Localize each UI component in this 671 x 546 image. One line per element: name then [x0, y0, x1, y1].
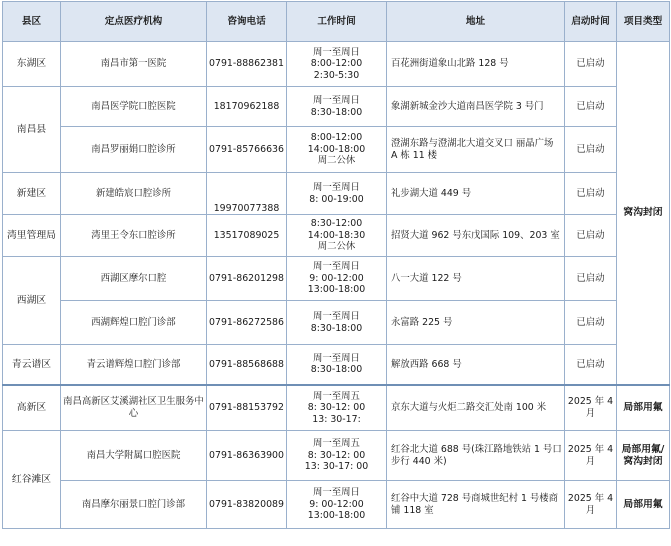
address-cell: 礼步湖大道 449 号 [387, 173, 565, 215]
type-cell: 窝沟封闭 [617, 42, 670, 385]
hours-line: 周一至周日 [313, 46, 360, 58]
address-cell: 永富路 225 号 [387, 301, 565, 345]
header-type: 项目类型 [617, 2, 670, 42]
hours-line: 8:00-12:00 [310, 58, 363, 70]
hours-line: 13:00-18:00 [307, 284, 366, 296]
table-row [3, 42, 670, 87]
district-cell: 西湖区 [3, 257, 61, 345]
hours-cell [287, 127, 387, 173]
start-cell: 已启动 [565, 42, 617, 87]
start-cell: 2025 年 4 月 [565, 431, 617, 481]
district-cell: 东湖区 [3, 42, 61, 87]
phone-cell: 19970077388 [207, 173, 287, 215]
table-row [3, 345, 670, 385]
table-row [3, 385, 670, 431]
phone-cell: 0791-85766636 [207, 127, 287, 173]
institution-cell: 南昌罗丽娟口腔诊所 [61, 127, 207, 173]
hours-line: 周一至周日 [313, 352, 360, 364]
header-hours: 工作时间 [287, 2, 387, 42]
start-cell: 已启动 [565, 257, 617, 301]
address-cell: 象湖新城金沙大道南昌医学院 3 号门 [387, 87, 565, 127]
address-cell: 京东大道与火炬二路交汇处南 100 米 [387, 385, 565, 431]
table-row [3, 215, 670, 257]
start-cell: 2025 年 4 月 [565, 481, 617, 529]
institution-cell: 西湖区摩尔口腔 [61, 257, 207, 301]
start-cell: 已启动 [565, 127, 617, 173]
address-cell: 招贤大道 962 号东戊国际 109、203 室 [387, 215, 565, 257]
hours-cell [287, 301, 387, 345]
hours-cell [287, 87, 387, 127]
hours-line: 14:00-18:00 [307, 143, 366, 155]
hours-cell [287, 215, 387, 257]
hours-line: 周一至周日 [313, 487, 360, 499]
hours-cell [287, 42, 387, 87]
district-cell: 新建区 [3, 173, 61, 215]
hours-line: 9: 00-12:00 [309, 498, 364, 510]
institution-cell: 西湖辉煌口腔门诊部 [61, 301, 207, 345]
type-cell: 局部用氟 [617, 481, 670, 529]
institution-cell: 湾里王令东口腔诊所 [61, 215, 207, 257]
start-cell: 已启动 [565, 345, 617, 385]
hours-line: 8: 00-19:00 [309, 193, 364, 205]
table-row [3, 87, 670, 127]
phone-cell: 0791-83820089 [207, 481, 287, 529]
phone-cell: 0791-88862381 [207, 42, 287, 87]
institution-cell: 南昌医学院口腔医院 [61, 87, 207, 127]
district-cell: 湾里管理局 [3, 215, 61, 257]
hours-cell [287, 481, 387, 529]
address-cell: 解放西路 668 号 [387, 345, 565, 385]
header-row [3, 2, 670, 42]
start-cell: 已启动 [565, 215, 617, 257]
table-row [3, 301, 670, 345]
phone-cell: 0791-86363900 [207, 431, 287, 481]
hours-line: 周一至周五 [313, 438, 360, 450]
district-cell: 南昌县 [3, 87, 61, 173]
hours-line: 8:00-12:00 [310, 132, 363, 144]
phone-cell: 0791-88568688 [207, 345, 287, 385]
institution-cell: 南昌摩尔丽景口腔门诊部 [61, 481, 207, 529]
hours-line: 周一至周五 [313, 390, 360, 402]
type-cell: 局部用氟/窝沟封闭 [617, 431, 670, 481]
hours-line: 周一至周日 [313, 182, 360, 193]
hours-line: 周一至周日 [313, 261, 360, 273]
address-cell: 百花洲街道象山北路 128 号 [387, 42, 565, 87]
address-cell: 澄湖东路与澄湖北大道交叉口 丽晶广场 A 栋 11 楼 [387, 127, 565, 173]
hours-cell [287, 345, 387, 385]
address-cell: 红谷中大道 728 号商城世纪村 1 号楼商铺 118 室 [387, 481, 565, 529]
institution-cell: 南昌大学附属口腔医院 [61, 431, 207, 481]
phone-cell: 0791-86201298 [207, 257, 287, 301]
hours-line: 8:30-12:00 [310, 218, 363, 230]
district-cell: 青云谱区 [3, 345, 61, 385]
table-row [3, 173, 670, 215]
table-row [3, 481, 670, 529]
hours-line: 周二公休 [317, 155, 356, 167]
hours-line: 8:30-18:00 [310, 106, 363, 118]
address-cell: 红谷北大道 688 号(珠江路地铁站 1 号口步行 440 米) [387, 431, 565, 481]
hours-cell [287, 173, 387, 215]
header-start: 启动时间 [565, 2, 617, 42]
type-cell: 局部用氟 [617, 385, 670, 431]
institution-cell: 南昌高新区艾溪湖社区卫生服务中心 [61, 385, 207, 431]
hours-line: 13: 30-17: 00 [304, 461, 369, 473]
phone-cell: 13517089025 [207, 215, 287, 257]
institution-cell: 南昌市第一医院 [61, 42, 207, 87]
clinic-table [2, 1, 670, 529]
table-row [3, 257, 670, 301]
hours-line: 8:30-18:00 [310, 322, 363, 334]
header-institution: 定点医疗机构 [61, 2, 207, 42]
table-row [3, 431, 670, 481]
start-cell: 2025 年 4 月 [565, 385, 617, 431]
start-cell: 已启动 [565, 173, 617, 215]
start-cell: 已启动 [565, 87, 617, 127]
header-phone: 咨询电话 [207, 2, 287, 42]
hours-line: 13:00-18:00 [307, 510, 366, 522]
hours-line: 9: 00-12:00 [309, 272, 364, 284]
header-district: 县区 [3, 2, 61, 42]
table-row [3, 127, 670, 173]
hours-line: 2:30-5:30 [313, 69, 360, 81]
hours-line: 周二公休 [317, 241, 356, 253]
hours-cell [287, 257, 387, 301]
header-address: 地址 [387, 2, 565, 42]
hours-line: 8:30-18:00 [310, 364, 363, 376]
start-cell: 已启动 [565, 301, 617, 345]
hours-line: 周一至周日 [313, 311, 360, 322]
phone-cell: 18170962188 [207, 87, 287, 127]
hours-line: 14:00-18:30 [307, 229, 366, 241]
phone-cell: 0791-86272586 [207, 301, 287, 345]
hours-line: 13: 30-17: [312, 413, 361, 425]
hours-line: 8: 30-12: 00 [307, 402, 366, 413]
hours-cell [287, 385, 387, 431]
phone-cell: 0791-88153792 [207, 385, 287, 431]
address-cell: 八一大道 122 号 [387, 257, 565, 301]
hours-cell [287, 431, 387, 481]
district-cell: 高新区 [3, 385, 61, 431]
district-cell: 红谷滩区 [3, 431, 61, 529]
hours-line: 周一至周日 [313, 95, 360, 106]
institution-cell: 新建皓宸口腔诊所 [61, 173, 207, 215]
institution-cell: 青云谱辉煌口腔门诊部 [61, 345, 207, 385]
hours-line: 8: 30-12: 00 [307, 449, 366, 461]
